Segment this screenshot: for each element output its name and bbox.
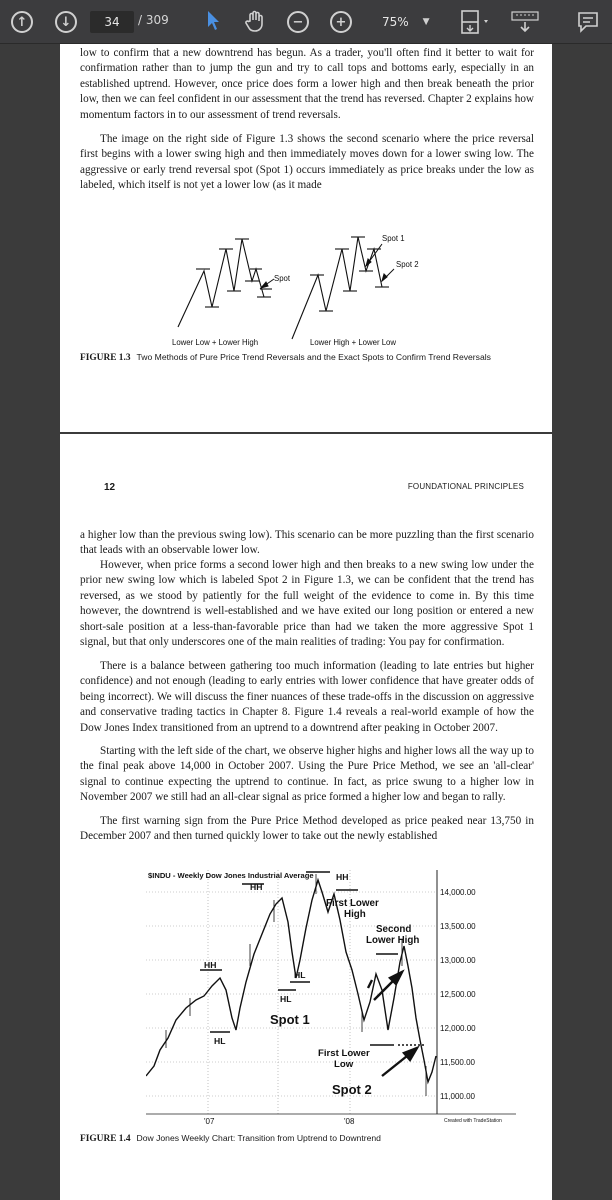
figure-caption-text: Dow Jones Weekly Chart: Transition from Uptrend to Downtrend bbox=[136, 1133, 381, 1143]
body-paragraph: Starting with the left side of the chart, we observe higher highs and higher lows all the way up to the final peak above 14,000 in October 2007. Using the Pure Price Method, we see an 'all-clear' signal to continue expecting the uptrend to continue. In fact, as price swung to a higher low in November 2007 we still had an all-clear signal as price formed a higher low and began to rally. bbox=[80, 745, 534, 804]
chart-label-spot2: Spot 2 bbox=[332, 1082, 372, 1097]
chart-label-hh: HH bbox=[336, 872, 349, 882]
running-head: FOUNDATIONAL PRINCIPLES bbox=[407, 482, 524, 491]
chart-label-spot1: Spot 1 bbox=[270, 1012, 310, 1027]
body-paragraph: However, when price forms a second lower high and then breaks to a new swing low under the prior new swing low which is labeled Spot 2 in Figure 1.3, we can be confident that the trend has reversed, as we stood by patiently for the full weight of the evidence to come in. By this time however, the downtrend is well-established and we have exited our long position or entered a new short-sale position at a less-than-favorable price than had we taken the more aggressive Spot 1 signal, but that only underscores one of the main realities of trading: You pay for confirmation. bbox=[80, 559, 534, 649]
zoom-select[interactable] bbox=[372, 11, 446, 33]
chart-label-second-lower-high: Second Lower High bbox=[366, 924, 420, 946]
x-tick-label: '07 bbox=[204, 1117, 215, 1126]
y-tick-label: 13,000.00 bbox=[440, 956, 476, 965]
figure-1-4-caption bbox=[80, 1133, 534, 1145]
fit-page-icon[interactable] bbox=[458, 9, 492, 35]
y-tick-label: 12,000.00 bbox=[440, 1024, 476, 1033]
y-tick-label: 14,000.00 bbox=[440, 888, 476, 897]
figure-label: FIGURE 1.4 bbox=[80, 1134, 131, 1144]
figure-caption-text: Two Methods of Pure Price Trend Reversals and the Exact Spots to Confirm Trend Reversals bbox=[136, 352, 491, 362]
figure-label: FIGURE 1.3 bbox=[80, 353, 131, 363]
y-tick-label: 11,500.00 bbox=[440, 1058, 475, 1067]
zoom-in-icon[interactable]: + bbox=[330, 11, 352, 33]
diagram-left-caption: Lower Low + Lower High bbox=[172, 338, 259, 347]
figure-1-3-caption bbox=[80, 352, 534, 364]
y-tick-label: 12,500.00 bbox=[440, 990, 476, 999]
scroll-up-icon[interactable]: ↑ bbox=[11, 11, 33, 33]
chart-label-first-lower-high: First Lower High bbox=[326, 898, 379, 920]
body-paragraph: The first warning sign from the Pure Price Method developed as price peaked near 13,750 in December 2007 and then turned quickly lower to take out the newly established bbox=[80, 815, 534, 843]
pdf-page-11 bbox=[60, 44, 552, 432]
chart-credit: Created with TradeStation bbox=[444, 1118, 502, 1124]
hand-icon[interactable] bbox=[243, 9, 267, 33]
zoom-value: 75% bbox=[382, 15, 409, 29]
diagram-spot-label: Spot bbox=[274, 274, 291, 283]
chart-label-first-lower-low: First Lower Low bbox=[318, 1048, 370, 1070]
page-total-label: / 309 bbox=[138, 13, 169, 27]
page-current-value: 34 bbox=[104, 15, 120, 29]
scroll-down-icon[interactable]: ↓ bbox=[55, 11, 77, 33]
chevron-down-icon: ▼ bbox=[422, 17, 430, 27]
diagram-right-caption: Lower High + Lower Low bbox=[310, 338, 397, 347]
pointer-icon[interactable] bbox=[206, 10, 220, 32]
zoom-out-icon[interactable]: − bbox=[287, 11, 309, 33]
dow-jones-weekly-chart bbox=[146, 870, 516, 1126]
body-paragraph: a higher low than the previous swing low). This scenario can be more puzzling than the first scenario that leads with an observable lower low. bbox=[80, 529, 534, 557]
pdf-toolbar bbox=[0, 0, 612, 44]
chart-title: $INDU - Weekly Dow Jones Industrial Average bbox=[148, 871, 314, 880]
chart-label-hl: HL bbox=[294, 970, 306, 980]
page-number: 12 bbox=[104, 482, 116, 493]
trend-reversal-diagram bbox=[160, 209, 460, 349]
diagram-spot1-label: Spot 1 bbox=[382, 234, 405, 243]
chart-label-hl: HL bbox=[214, 1036, 226, 1046]
body-paragraph: The image on the right side of Figure 1.3 shows the second scenario where the price reversal first begins with a lower swing high and then immediately moves down for a lower swing low. The aggressive or early trend reversal spot (Spot 1) occurs immediately as price breaks under the low as labeled, which itself is not yet a lower low (as it made bbox=[80, 133, 534, 192]
page-number-input[interactable] bbox=[90, 11, 134, 33]
comment-icon[interactable] bbox=[577, 11, 599, 33]
diagram-spot2-label: Spot 2 bbox=[396, 260, 419, 269]
y-tick-label: 13,500.00 bbox=[440, 922, 476, 931]
y-tick-label: 11,000.00 bbox=[440, 1092, 475, 1101]
body-paragraph: low to confirm that a new downtrend has begun. As a trader, you'll often find it better to wait for confirmation rather than to jump the gun and try to call tops and bottoms early, especially in an established uptrend. However, once price does form a lower high and then break beneath the prior low, then we can feel confident in our assessment that the trend has reversed. Chapter 2 explains how momentum factors in to our assessment of trend reversals. bbox=[80, 47, 534, 121]
pdf-page-12 bbox=[60, 434, 552, 1200]
body-paragraph: There is a balance between gathering too much information (leading to late entries but higher confidence) and not enough (leading to early entries with lower confidence that have greater odds of being incorrect). We will discuss the finer nuances of these trade-offs in the discussion on aggressive and conservative trading tactics in Chapter 8. Figure 1.4 reveals a real-world example of how the Dow Jones Index transitioned from an uptrend to a downtrend after peaking in October 2007. bbox=[80, 660, 534, 734]
x-tick-label: '08 bbox=[344, 1117, 355, 1126]
toolbar-more-icon[interactable] bbox=[510, 10, 540, 34]
chart-label-hh: HH bbox=[250, 882, 263, 892]
chart-label-hl: HL bbox=[280, 994, 292, 1004]
chart-label-hh: HH bbox=[204, 960, 217, 970]
